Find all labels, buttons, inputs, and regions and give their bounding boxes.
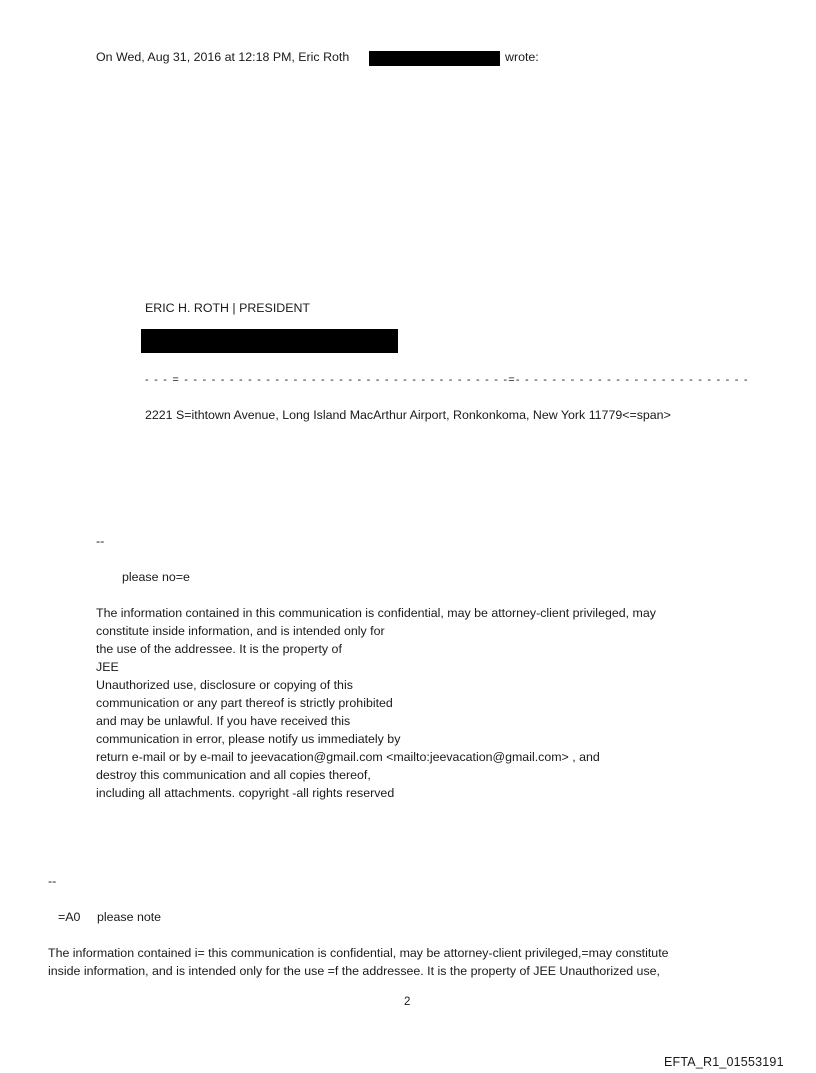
- please-note-label: please no=e: [122, 570, 190, 584]
- disclaimer-paragraph: [48, 944, 669, 980]
- disclaimer-line: including all attachments. copyright -all rights reserved: [96, 786, 395, 800]
- encoding-marker: =A0: [58, 910, 81, 924]
- disclaimer-line: the use of the addressee. It is the property of: [96, 642, 342, 656]
- document-id: EFTA_R1_01553191: [664, 1055, 784, 1069]
- please-note-label: please note: [97, 910, 162, 924]
- disclaimer-line: destroy this communication and all copies thereof,: [96, 768, 371, 782]
- dash-separator: --: [96, 534, 105, 548]
- disclaimer-line: communication in error, please notify us immediately by: [96, 732, 401, 746]
- disclaimer-line: Unauthorized use, disclosure or copying of this: [96, 678, 353, 692]
- reply-header-suffix: wrote:: [505, 50, 539, 64]
- disclaimer-line: and may be unlawful. If you have received this: [96, 714, 351, 728]
- disclaimer-line: communication or any part thereof is strictly prohibited: [96, 696, 393, 710]
- signature-separator: - - - = - - - - - - - - - - - - - - - - - - - - - - - - - - - - - - - - - - - -=- - - - - - - - - - - - - - - - - - - - - - - - - -: [145, 374, 749, 386]
- redaction-bar: [141, 329, 398, 353]
- dash-separator: --: [48, 874, 57, 888]
- disclaimer-line: return e-mail or by e-mail to jeevacation@gmail.com <mailto:jeevacation@gmail.com> , and: [96, 750, 600, 764]
- disclaimer-line: The information contained i= this communication is confidential, may be attorney-client privileged,=may constitute: [48, 946, 669, 960]
- redaction-bar: [369, 51, 500, 66]
- signature-name-title: ERIC H. ROTH | PRESIDENT: [145, 301, 310, 315]
- disclaimer-paragraph: [96, 604, 656, 802]
- disclaimer-line: The information contained in this communication is confidential, may be attorney-client privileged, may: [96, 606, 656, 620]
- reply-header-prefix: On Wed, Aug 31, 2016 at 12:18 PM, Eric Roth: [96, 50, 350, 64]
- disclaimer-line: JEE: [96, 660, 119, 674]
- disclaimer-line: constitute inside information, and is intended only for: [96, 624, 385, 638]
- signature-address: 2221 S=ithtown Avenue, Long Island MacArthur Airport, Ronkonkoma, New York 11779<=span>: [145, 408, 671, 422]
- disclaimer-line: inside information, and is intended only for the use =f the addressee. It is the property of JEE Unauthorized use,: [48, 964, 660, 978]
- page-number: 2: [404, 996, 411, 1008]
